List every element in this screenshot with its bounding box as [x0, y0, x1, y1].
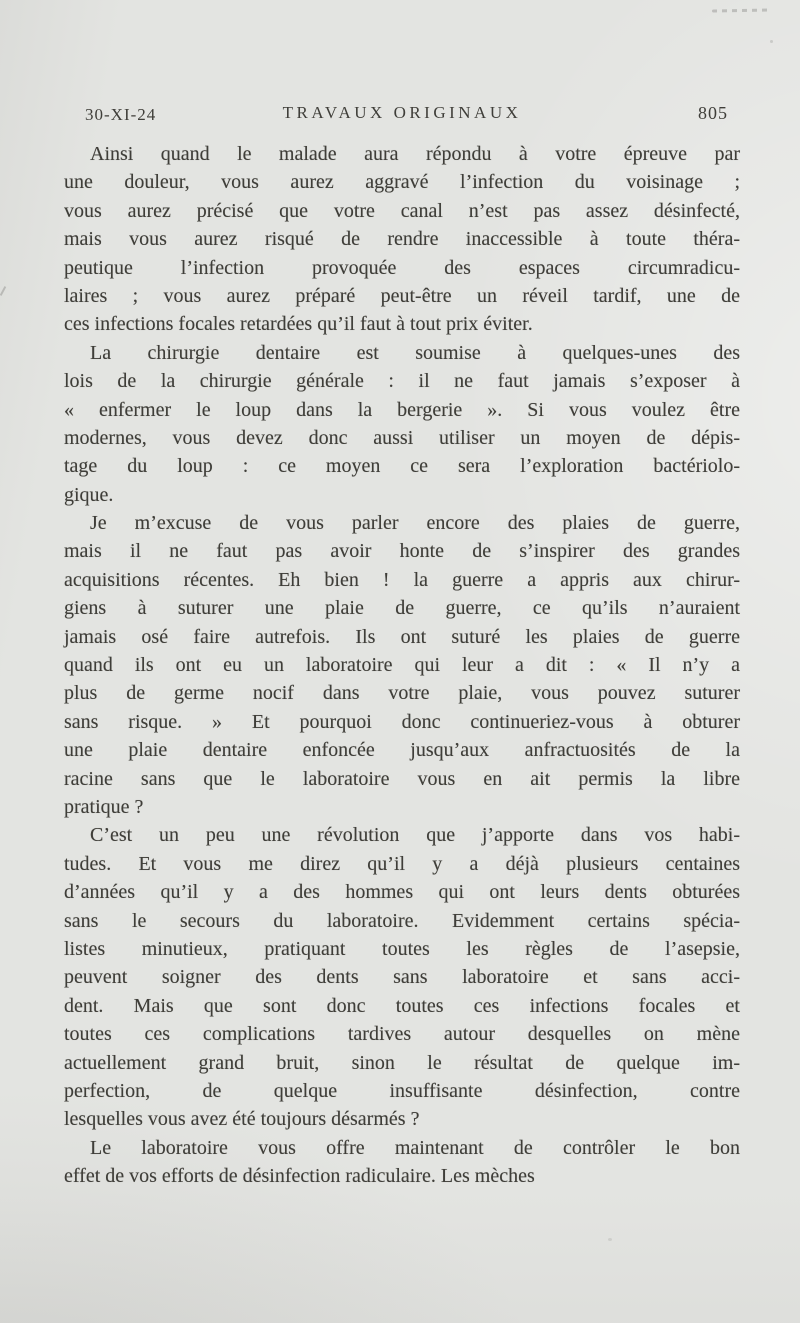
- text-line: tage du loup : ce moyen ce sera l’exploration bactériolo-: [64, 455, 740, 478]
- header-running-title: TRAVAUX ORIGINAUX: [282, 103, 522, 122]
- text-line: pratique ?: [64, 795, 144, 818]
- text-line: Je m’excuse de vous parler encore des plaies de guerre,: [90, 512, 740, 535]
- text-line: actuellement grand bruit, sinon le résultat de quelque im-: [64, 1051, 740, 1074]
- scan-artifact-speck: [770, 40, 773, 43]
- text-line: acquisitions récentes. Eh bien ! la guerre a appris aux chirur-: [64, 568, 740, 591]
- text-line: ces infections focales retardées qu’il faut à tout prix éviter.: [64, 313, 533, 336]
- text-line: peutique l’infection provoquée des espaces circumradicu-: [64, 256, 740, 279]
- text-line: « enfermer le loup dans la bergerie ». Si vous voulez être: [64, 398, 740, 421]
- paragraph: [64, 821, 740, 1133]
- text-line: peuvent soigner des dents sans laboratoire et sans acci-: [64, 966, 740, 989]
- text-line: mais il ne faut pas avoir honte de s’inspirer des grandes: [64, 540, 740, 563]
- text-line: dent. Mais que sont donc toutes ces infections focales et: [64, 994, 740, 1017]
- text-line: Le laboratoire vous offre maintenant de contrôler le bon: [90, 1136, 740, 1159]
- text-line: une douleur, vous aurez aggravé l’infection du voisinage ;: [64, 171, 740, 194]
- text-line: Ainsi quand le malade aura répondu à votre épreuve par: [90, 143, 740, 165]
- text-line: listes minutieux, pratiquant toutes les règles de l’asepsie,: [64, 937, 740, 960]
- paragraph: [64, 339, 740, 509]
- text-line: lesquelles vous avez été toujours désarmés ?: [64, 1108, 420, 1131]
- text-line: gique.: [64, 483, 114, 506]
- text-line: laires ; vous aurez préparé peut-être un réveil tardif, une de: [64, 284, 740, 307]
- scan-artifact-dashes: [712, 8, 770, 12]
- text-line: effet de vos efforts de désinfection radiculaire. Les mèches: [64, 1165, 535, 1188]
- scan-artifact-speck: [608, 1238, 612, 1241]
- scan-artifact-tick: [0, 286, 6, 296]
- text-line: tudes. Et vous me direz qu’il y a déjà plusieurs centaines: [64, 852, 740, 875]
- header-date: 30-XI-24: [85, 105, 157, 124]
- text-line: mais vous aurez risqué de rendre inaccessible à toute théra-: [64, 228, 740, 251]
- text-line: giens à suturer une plaie de guerre, ce qu’ils n’auraient: [64, 597, 740, 620]
- text-line: sans risque. » Et pourquoi donc continueriez-vous à obturer: [64, 710, 740, 733]
- paragraph: [64, 509, 740, 821]
- text-line: sans le secours du laboratoire. Evidemment certains spécia-: [64, 909, 740, 932]
- paragraph: [64, 140, 740, 339]
- text-line: plus de germe nocif dans votre plaie, vous pouvez suturer: [64, 682, 740, 705]
- text-line: C’est un peu une révolution que j’apporte dans vos habi-: [90, 824, 740, 847]
- text-line: lois de la chirurgie générale : il ne faut jamais s’exposer à: [64, 370, 740, 393]
- header-page-number: 805: [698, 103, 728, 123]
- text-line: toutes ces complications tardives autour desquelles on mène: [64, 1023, 740, 1046]
- text-line: jamais osé faire autrefois. Ils ont suturé les plaies de guerre: [64, 625, 740, 648]
- text-line: vous aurez précisé que votre canal n’est pas assez désinfecté,: [64, 199, 740, 222]
- page-header: [64, 103, 740, 129]
- text-line: d’années qu’il y a des hommes qui ont leurs dents obturées: [64, 881, 740, 904]
- text-line: quand ils ont eu un laboratoire qui leur a dit : « Il n’y a: [64, 654, 740, 677]
- text-line: modernes, vous devez donc aussi utiliser un moyen de dépis-: [64, 426, 740, 449]
- text-line: perfection, de quelque insuffisante désinfection, contre: [64, 1079, 740, 1102]
- text-line: racine sans que le laboratoire vous en ait permis la libre: [64, 767, 740, 790]
- page-body-text: [64, 140, 740, 1190]
- paragraph: [64, 1134, 740, 1191]
- text-line: La chirurgie dentaire est soumise à quelques-unes des: [90, 341, 740, 364]
- text-line: une plaie dentaire enfoncée jusqu’aux anfractuosités de la: [64, 739, 740, 762]
